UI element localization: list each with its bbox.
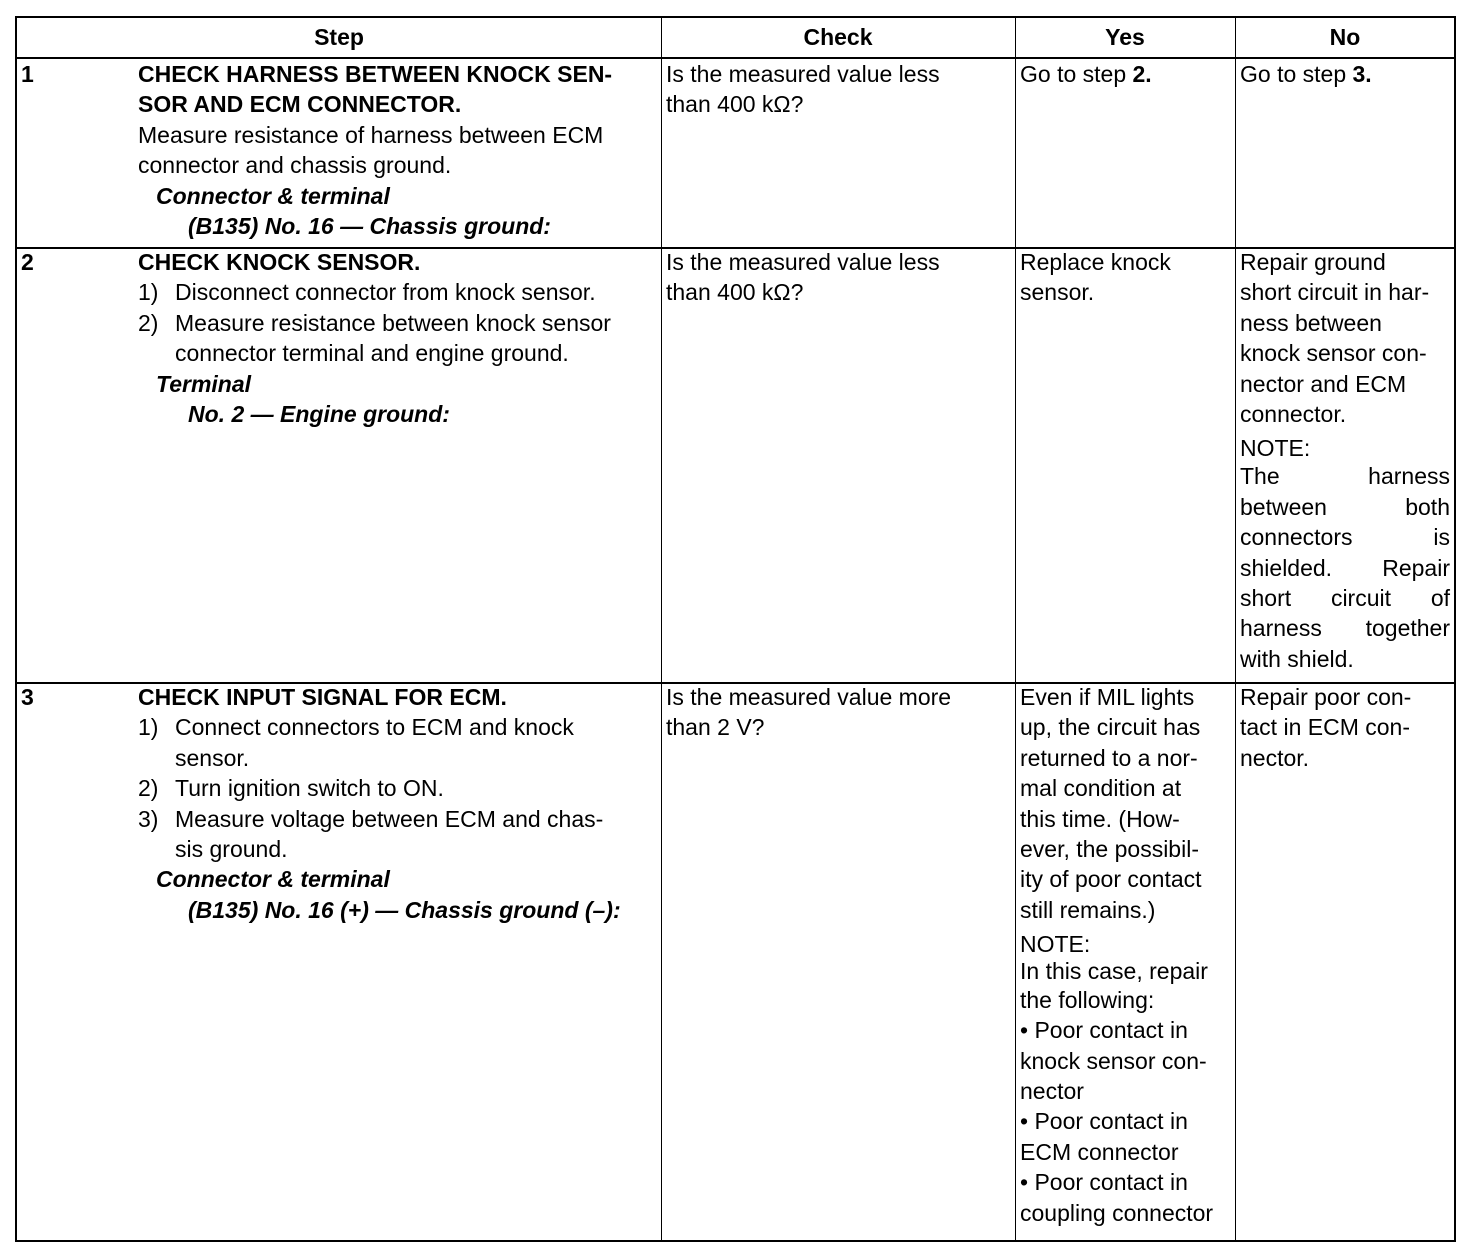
check-cell-1: [666, 59, 1011, 120]
step-number: 3: [21, 684, 34, 710]
check-text: Is the measured value more: [666, 684, 952, 710]
yes-step-ref: 2.: [1132, 61, 1152, 87]
header-step: Step: [314, 24, 364, 50]
troubleshooting-table: [15, 16, 1456, 1242]
step-title: CHECK HARNESS BETWEEN KNOCK SEN-: [138, 61, 613, 87]
list-line: Measure resistance between knock sensor: [175, 309, 611, 336]
step-title: CHECK INPUT SIGNAL FOR ECM.: [138, 684, 507, 710]
no-text: Repair poor con-: [1240, 684, 1412, 710]
bullet-line: coupling connector: [1020, 1199, 1214, 1226]
no-text: short circuit in har-: [1240, 279, 1430, 306]
spec-label: Connector & terminal: [156, 866, 390, 893]
no-text: nector.: [1240, 744, 1310, 771]
spec-value: (B135) No. 16 — Chassis ground:: [188, 213, 551, 240]
spec-label: Terminal: [156, 370, 252, 397]
list-line: Measure voltage between ECM and chas-: [175, 805, 604, 832]
check-cell-3: [666, 682, 1011, 743]
bullet-line: knock sensor con-: [1020, 1047, 1207, 1074]
header-yes: Yes: [1105, 24, 1145, 50]
yes-text: this time. (How-: [1020, 805, 1180, 832]
list-line: sis ground.: [175, 836, 288, 863]
note-label: NOTE:: [1240, 435, 1311, 462]
bullet-line: • Poor contact in: [1020, 1017, 1188, 1044]
header-no: No: [1329, 24, 1361, 50]
spec-label: Connector & terminal: [156, 182, 390, 209]
no-text: knock sensor con-: [1240, 340, 1427, 367]
step-cell-2: [138, 247, 658, 429]
list-number: 2): [138, 775, 159, 802]
spec-value: (B135) No. 16 (+) — Chassis ground (–):: [188, 896, 621, 923]
bullet-item: [1020, 1106, 1234, 1167]
list-item: [138, 712, 660, 773]
header-check: Check: [803, 24, 873, 50]
yes-cell-2: [1020, 247, 1232, 308]
list-item: [138, 804, 660, 865]
bullet-item: [1020, 1167, 1234, 1228]
check-text: Is the measured value less: [666, 61, 940, 87]
no-step-ref: 3.: [1352, 61, 1372, 87]
step-cell-3: [138, 682, 660, 925]
note-label: NOTE:: [1020, 931, 1091, 958]
list-text: [175, 308, 658, 369]
no-cell-3: [1240, 682, 1452, 773]
yes-text: ity of poor contact: [1020, 866, 1202, 893]
no-text: tact in ECM con-: [1240, 714, 1410, 741]
step-text: Measure resistance of harness between ECM: [138, 121, 604, 148]
list-line: Connect connectors to ECM and knock: [175, 714, 574, 741]
bullet-line: • Poor contact in: [1020, 1169, 1188, 1196]
yes-text: returned to a nor-: [1020, 744, 1198, 771]
list-text: [175, 712, 660, 773]
yes-text: Replace knock: [1020, 249, 1171, 275]
note-text: The harness between both connectors is shielded. Repair short circuit of harness together with shield.: [1240, 463, 1450, 672]
yes-text: ever, the possibil-: [1020, 836, 1199, 863]
list-item: [138, 277, 658, 307]
list-item: [138, 773, 660, 803]
list-number: 3): [138, 805, 159, 832]
check-text: than 400 kΩ?: [666, 279, 804, 306]
step-number: 2: [21, 249, 34, 275]
step-cell-1: [138, 59, 658, 241]
no-text: ness between: [1240, 309, 1382, 336]
yes-text: mal condition at: [1020, 775, 1182, 802]
column-divider: [1015, 18, 1016, 1240]
check-text: than 2 V?: [666, 714, 765, 741]
step-title: CHECK KNOCK SENSOR.: [138, 249, 421, 275]
yes-text: Go to step: [1020, 61, 1133, 87]
yes-text: Even if MIL lights: [1020, 684, 1195, 710]
check-cell-2: [666, 247, 1011, 308]
yes-cell-1: [1020, 59, 1232, 89]
bullet-item: [1020, 1015, 1234, 1106]
list-number: 1): [138, 714, 159, 741]
bullet-line: nector: [1020, 1078, 1084, 1105]
check-text: than 400 kΩ?: [666, 91, 804, 118]
bullet-line: ECM connector: [1020, 1138, 1179, 1165]
no-text: Repair ground: [1240, 249, 1386, 275]
list-number: 1): [138, 279, 159, 306]
spec-value: No. 2 — Engine ground:: [188, 401, 450, 428]
no-text: connector.: [1240, 401, 1347, 428]
yes-text: up, the circuit has: [1020, 714, 1201, 741]
yes-text: sensor.: [1020, 279, 1095, 306]
bullet-line: • Poor contact in: [1020, 1108, 1188, 1135]
note-text: the following:: [1020, 987, 1155, 1014]
list-item: [138, 308, 658, 369]
yes-text: still remains.): [1020, 896, 1156, 923]
list-number: 2): [138, 309, 159, 336]
yes-cell-3: [1020, 682, 1234, 1228]
no-cell-1: [1240, 59, 1452, 89]
no-text: Go to step: [1240, 61, 1353, 87]
no-cell-2: [1240, 247, 1450, 674]
step-text: connector and chassis ground.: [138, 152, 452, 179]
check-text: Is the measured value less: [666, 249, 940, 275]
note-text: In this case, repair: [1020, 958, 1208, 985]
list-line: sensor.: [175, 744, 250, 771]
step-number: 1: [21, 61, 34, 87]
list-line: connector terminal and engine ground.: [175, 340, 569, 367]
list-text: Disconnect connector from knock sensor.: [175, 279, 596, 306]
column-divider: [661, 18, 662, 1240]
list-text: Turn ignition switch to ON.: [175, 775, 444, 802]
list-text: [175, 804, 660, 865]
no-text: nector and ECM: [1240, 370, 1407, 397]
step-title: SOR AND ECM CONNECTOR.: [138, 91, 462, 118]
column-divider: [1235, 18, 1236, 1240]
